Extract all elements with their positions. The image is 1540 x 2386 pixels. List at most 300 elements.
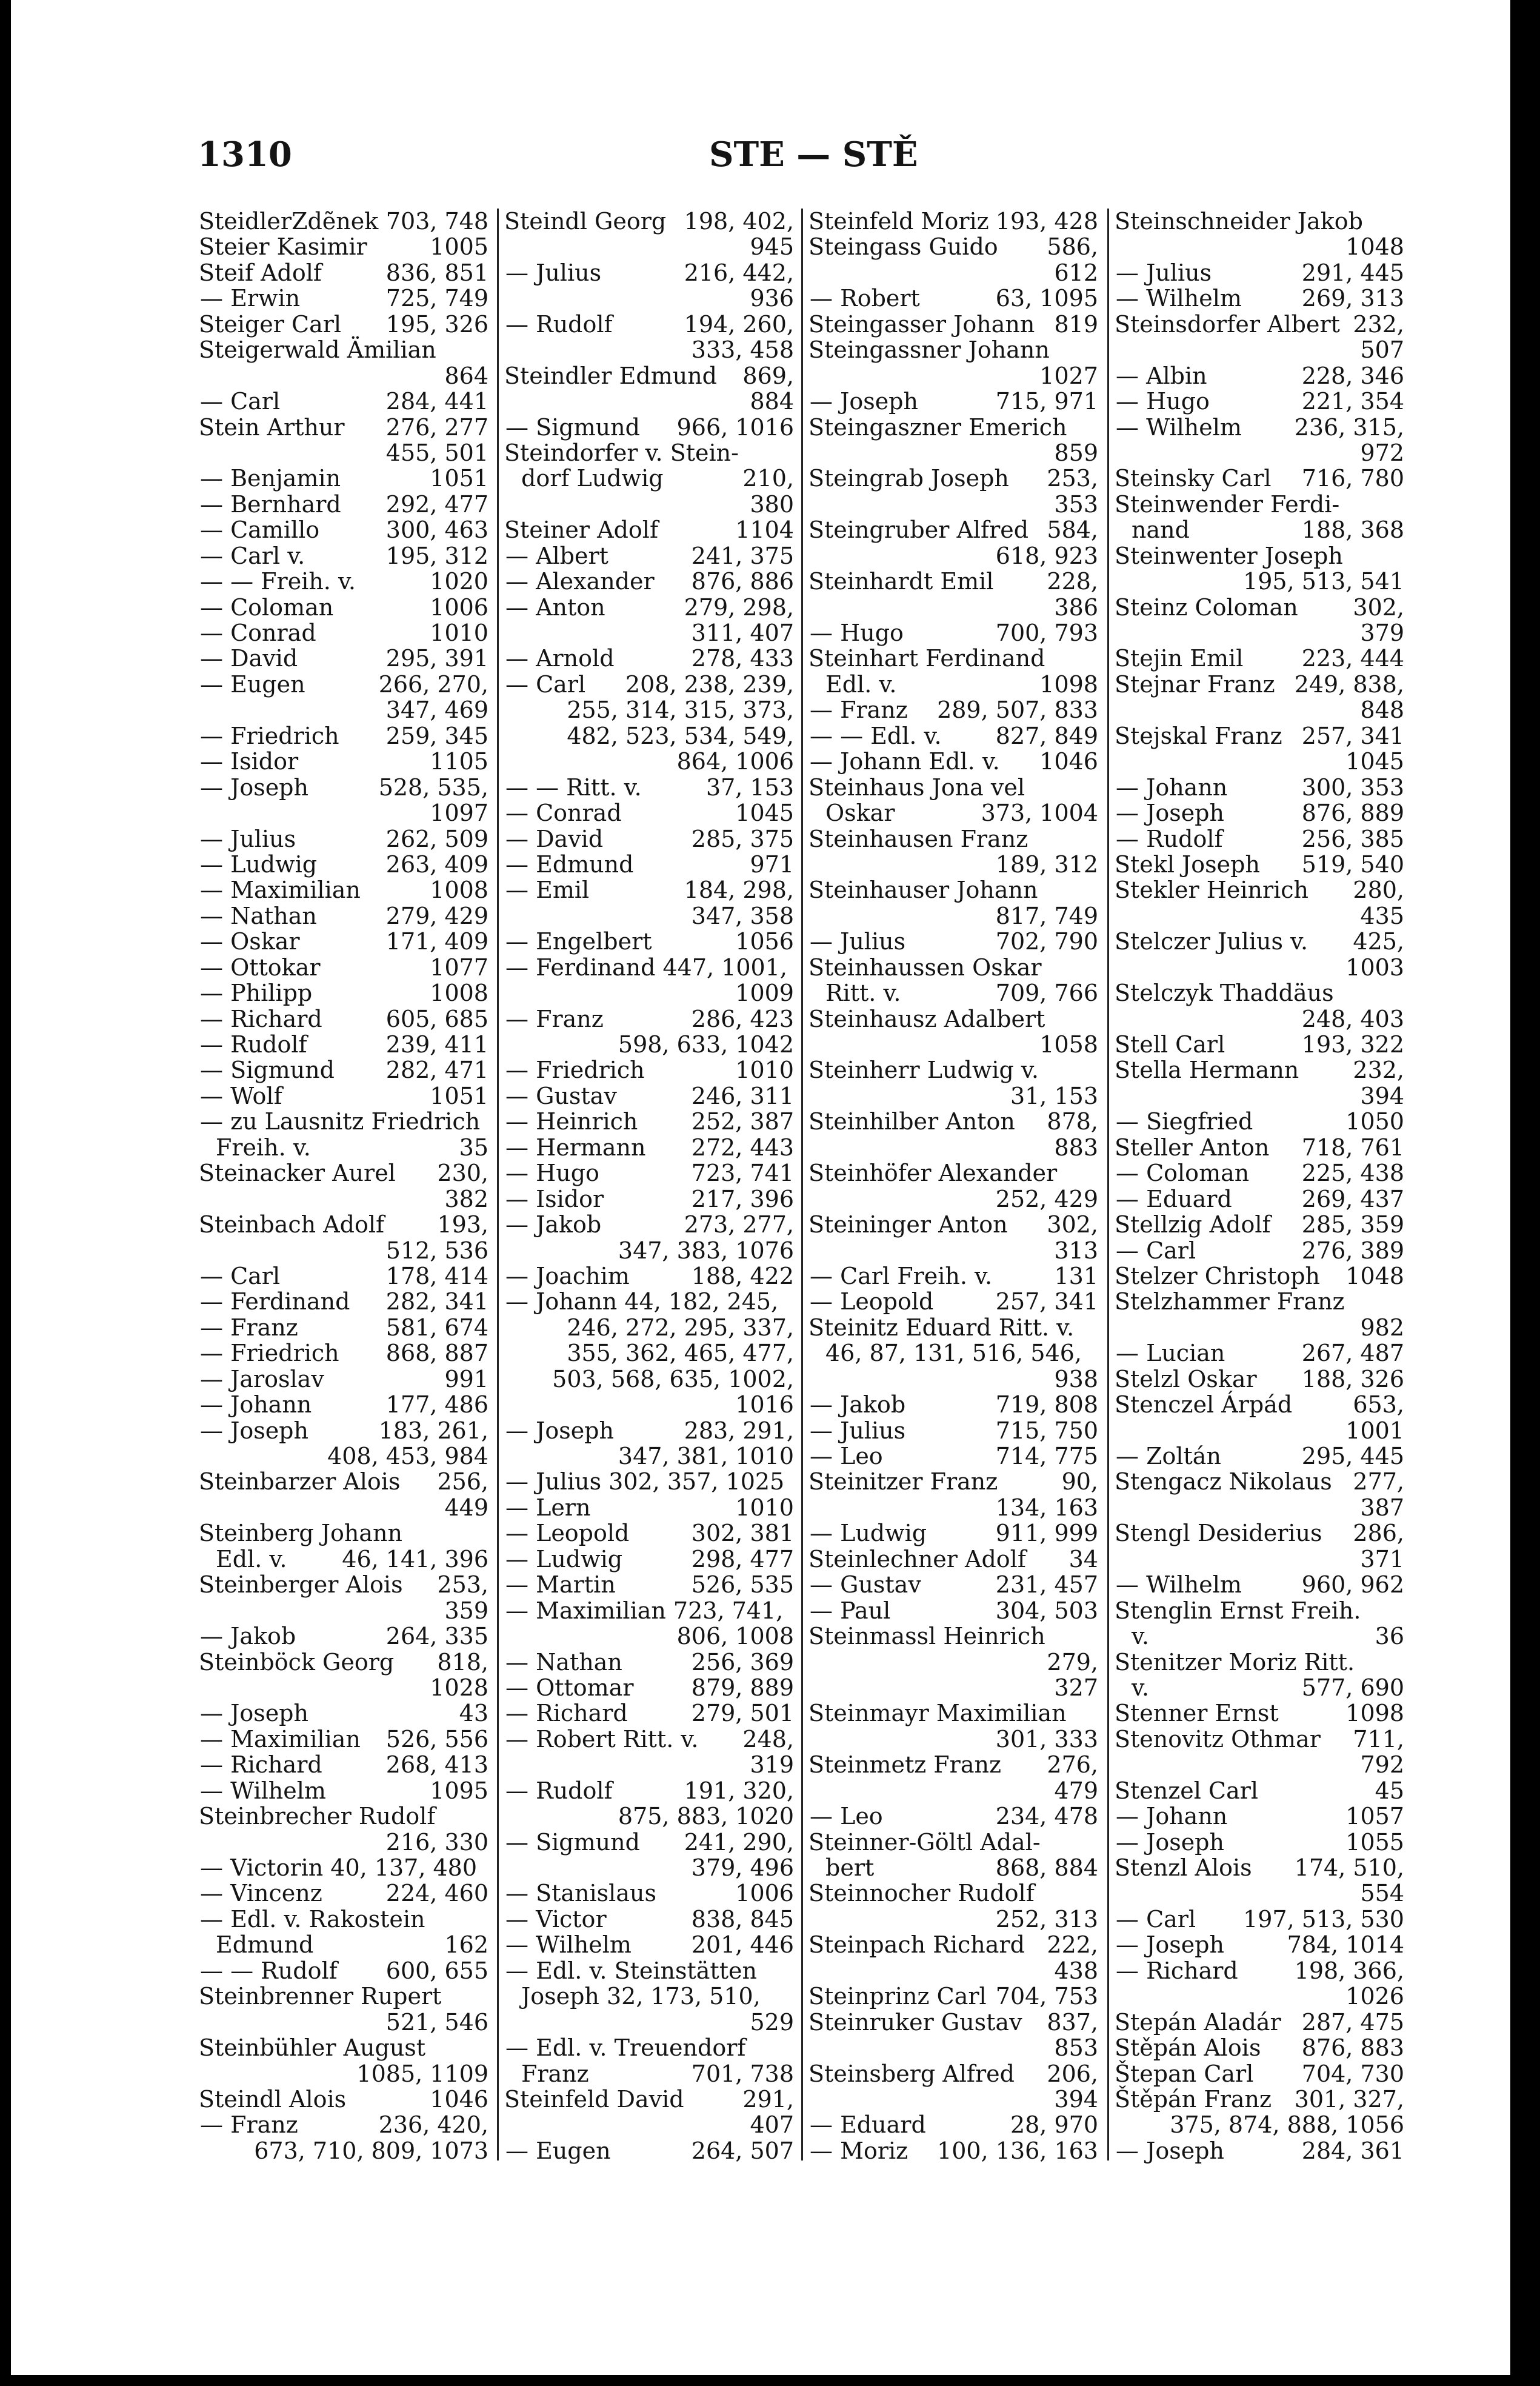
index-entry xyxy=(504,1289,794,1314)
index-entry xyxy=(1115,363,1404,389)
index-entry xyxy=(504,1958,794,1983)
entry-name: — Wilhelm xyxy=(1116,413,1242,441)
entry-page-refs: 586, xyxy=(1047,233,1098,261)
entry-page-refs: 289, 507, 833 xyxy=(937,697,1098,724)
index-entry xyxy=(1115,1958,1404,1983)
index-entry xyxy=(199,1057,488,1083)
index-entry xyxy=(1115,312,1404,337)
index-entry xyxy=(504,1160,794,1186)
entry-page-refs: 1001 xyxy=(1345,1417,1404,1444)
index-entry xyxy=(1115,517,1404,543)
index-entry xyxy=(504,723,794,749)
index-entry xyxy=(1115,2061,1404,2087)
index-entry xyxy=(504,903,794,929)
index-entry xyxy=(1115,1572,1404,1597)
index-entry xyxy=(199,260,488,286)
entry-name: Stellzig Adolf xyxy=(1115,1211,1271,1238)
entry-name: — Rudolf xyxy=(1116,825,1223,852)
entry-name: Steinsdorfer Albert xyxy=(1115,310,1340,338)
entry-page-refs: 577, 690 xyxy=(1301,1674,1404,1701)
entry-page-refs: 228, 346 xyxy=(1301,362,1404,389)
entry-name: Stelczer Julius v. xyxy=(1115,928,1308,955)
index-entry xyxy=(504,1546,794,1572)
index-entry xyxy=(808,440,1098,466)
entry-name: — Erwin xyxy=(200,285,301,312)
index-entry xyxy=(504,1675,794,1700)
entry-name: — Johann xyxy=(200,1391,312,1419)
index-entry xyxy=(504,1083,794,1109)
index-entry xyxy=(199,1752,488,1777)
entry-name: — Richard xyxy=(1116,1957,1238,1984)
index-entry xyxy=(808,1212,1098,1237)
entry-name: Steinfeld David xyxy=(504,2085,684,2113)
index-entry xyxy=(1115,2010,1404,2035)
entry-name: Stejskal Franz xyxy=(1115,722,1282,749)
entry-page-refs: 784, 1014 xyxy=(1287,1931,1404,1959)
entry-page-refs: 554 xyxy=(1360,1880,1404,1907)
entry-name: — Julius xyxy=(810,1417,906,1444)
entry-name: — Eduard xyxy=(1116,1185,1232,1212)
index-entry xyxy=(504,1752,794,1777)
index-entry xyxy=(504,337,794,363)
index-entry xyxy=(808,620,1098,646)
entry-page-refs: 1077 xyxy=(430,954,488,981)
index-entry xyxy=(199,800,488,826)
index-entry xyxy=(1115,209,1404,234)
entry-page-refs: 206, xyxy=(1047,2060,1098,2087)
entry-page-refs: 1016 xyxy=(735,1391,794,1419)
entry-name: — Lucian xyxy=(1116,1340,1225,1367)
index-entry xyxy=(199,1983,488,2009)
index-entry xyxy=(808,1495,1098,1520)
index-entry xyxy=(1115,1340,1404,1366)
page-number: 1310 xyxy=(198,135,292,175)
entry-page-refs: 263, 409 xyxy=(385,850,488,878)
entry-name: — Joseph xyxy=(200,1700,308,1727)
entry-name: — Carl xyxy=(200,1262,281,1289)
entry-name: Steinacker Aurel xyxy=(199,1160,396,1187)
entry-page-refs: 817, 749 xyxy=(995,902,1098,929)
index-entry xyxy=(199,1418,488,1443)
entry-page-refs: 31, 153 xyxy=(1010,1082,1098,1109)
entry-name: — Ferdinand xyxy=(200,1288,350,1315)
entry-page-refs: 90, xyxy=(1061,1468,1098,1495)
entry-page-refs: 231, 457 xyxy=(995,1571,1098,1599)
entry-page-refs: 991 xyxy=(444,1365,488,1392)
entry-page-refs: 188, 368 xyxy=(1301,516,1404,544)
index-entry xyxy=(199,2035,488,2060)
entry-page-refs: 225, 438 xyxy=(1301,1160,1404,1187)
entry-page-refs: 703, 748 xyxy=(385,208,488,235)
index-entry xyxy=(1115,492,1404,517)
index-entry xyxy=(1115,1983,1404,2009)
entry-page-refs: 195, 513, 541 xyxy=(1243,568,1404,595)
entry-page-refs: 1098 xyxy=(1039,670,1098,698)
index-entry xyxy=(808,1546,1098,1572)
index-entry xyxy=(1115,1057,1404,1083)
entry-page-refs: 221, 354 xyxy=(1301,388,1404,415)
index-entry xyxy=(808,1700,1098,1726)
entry-name: — Ludwig xyxy=(505,1545,623,1572)
entry-name: Steindl Alois xyxy=(199,2085,347,2113)
entry-name: Steinhart Ferdinand xyxy=(808,645,1045,672)
entry-page-refs: 100, 136, 163 xyxy=(937,2137,1098,2164)
entry-name: — Franz xyxy=(810,697,908,724)
entry-page-refs: 239, 411 xyxy=(385,1031,488,1058)
entry-name: Stelzl Oskar xyxy=(1115,1365,1257,1392)
entry-name: — Hugo xyxy=(810,620,904,646)
entry-name: — Edl. v. Steinstätten xyxy=(505,1957,757,1984)
entry-name: — Albin xyxy=(1116,362,1207,389)
entry-page-refs: 353 xyxy=(1054,490,1098,518)
entry-page-refs: 267, 487 xyxy=(1301,1340,1404,1367)
entry-name: — Ludwig xyxy=(200,850,318,878)
entry-name: — Stanislaus xyxy=(505,1880,656,1907)
entry-name: — Friedrich xyxy=(200,1340,339,1367)
entry-name: Stelzer Christoph xyxy=(1115,1262,1321,1289)
index-entry xyxy=(808,1958,1098,1983)
index-entry xyxy=(504,877,794,903)
entry-page-refs: 256, 369 xyxy=(691,1648,794,1676)
entry-page-refs: 387 xyxy=(1360,1494,1404,1521)
entry-page-refs: 194, 260, xyxy=(684,310,794,338)
index-entry xyxy=(808,749,1098,774)
index-entry xyxy=(199,1855,488,1880)
index-entry xyxy=(1115,1803,1404,1829)
entry-page-refs: 512, 536 xyxy=(385,1237,488,1264)
entry-name: — Vincenz xyxy=(200,1880,322,1907)
index-entry xyxy=(504,1340,794,1366)
entry-page-refs: 248, xyxy=(742,1725,794,1753)
index-entry xyxy=(808,852,1098,877)
index-entry xyxy=(1115,415,1404,440)
entry-page-refs: 407 xyxy=(750,2111,794,2139)
scan-border-left xyxy=(0,0,11,2386)
entry-page-refs: 704, 730 xyxy=(1301,2060,1404,2087)
index-entry xyxy=(1115,440,1404,466)
entry-page-refs: 223, 444 xyxy=(1301,645,1404,672)
entry-page-refs: 279, 429 xyxy=(385,902,488,929)
index-entry xyxy=(1115,1135,1404,1160)
entry-page-refs: 1008 xyxy=(430,877,488,904)
entry-page-refs: 279, xyxy=(1047,1648,1098,1676)
index-column-3 xyxy=(808,209,1098,2164)
entry-name: Steinner-Göltl Adal- xyxy=(808,1828,1041,1856)
index-entry xyxy=(1115,1366,1404,1392)
entry-page-refs: 1010 xyxy=(735,1057,794,1084)
index-entry xyxy=(504,1418,794,1443)
index-entry xyxy=(504,2010,794,2035)
entry-page-refs: 249, 838, xyxy=(1294,670,1404,698)
entry-name: — Martin xyxy=(505,1571,616,1599)
index-entry xyxy=(199,1675,488,1700)
entry-name: Joseph 32, 173, 510, xyxy=(521,1983,761,2010)
index-entry xyxy=(1115,1289,1404,1314)
entry-page-refs: 285, 375 xyxy=(691,825,794,852)
entry-name: Stepán Aladár xyxy=(1115,2008,1281,2036)
index-entry xyxy=(199,826,488,852)
index-entry xyxy=(1115,1212,1404,1237)
index-entry xyxy=(199,1032,488,1057)
entry-page-refs: 876, 883 xyxy=(1301,2034,1404,2062)
entry-page-refs: 455, 501 xyxy=(385,439,488,466)
entry-name: — Ludwig xyxy=(810,1520,927,1547)
entry-name: — Johann xyxy=(1116,774,1228,801)
index-entry xyxy=(1115,697,1404,723)
entry-page-refs: 252, 429 xyxy=(995,1185,1098,1212)
index-entry xyxy=(199,1546,488,1572)
index-entry xyxy=(504,646,794,671)
entry-name: Stengacz Nikolaus xyxy=(1115,1468,1332,1495)
entry-page-refs: 262, 509 xyxy=(385,825,488,852)
entry-page-refs: 355, 362, 465, 477, xyxy=(567,1340,794,1367)
index-entry xyxy=(504,775,794,800)
index-entry xyxy=(199,1238,488,1263)
index-entry xyxy=(199,877,488,903)
entry-name: Steinherr Ludwig v. xyxy=(808,1057,1039,1084)
entry-page-refs: 1010 xyxy=(430,620,488,646)
entry-name: bert xyxy=(825,1854,875,1881)
index-entry xyxy=(199,312,488,337)
entry-name: — Benjamin xyxy=(200,465,341,492)
index-entry xyxy=(1115,826,1404,852)
entry-page-refs: 1026 xyxy=(1345,1983,1404,2010)
index-entry xyxy=(808,1906,1098,1932)
entry-name: Steinschneider Jakob xyxy=(1115,208,1363,235)
index-entry xyxy=(1115,1238,1404,1263)
index-entry xyxy=(504,1803,794,1829)
entry-page-refs: 714, 775 xyxy=(995,1443,1098,1469)
entry-page-refs: 1058 xyxy=(1039,1031,1098,1058)
index-entry xyxy=(199,723,488,749)
index-entry xyxy=(199,1906,488,1932)
index-entry xyxy=(1115,1469,1404,1494)
entry-name: nand xyxy=(1132,516,1190,544)
index-entry xyxy=(808,1057,1098,1083)
index-entry xyxy=(199,620,488,646)
entry-name: — Arnold xyxy=(505,645,615,672)
index-entry xyxy=(1115,1855,1404,1880)
index-entry xyxy=(1115,1726,1404,1752)
entry-page-refs: 876, 889 xyxy=(1301,800,1404,827)
index-entry xyxy=(199,1109,488,1134)
entry-name: Edl. v. xyxy=(216,1545,287,1572)
index-entry xyxy=(504,363,794,389)
index-entry xyxy=(504,260,794,286)
entry-name: — Joseph xyxy=(1116,1931,1224,1959)
entry-name: Steinmassl Heinrich xyxy=(808,1623,1045,1650)
entry-page-refs: 241, 375 xyxy=(691,542,794,569)
index-entry xyxy=(1115,1752,1404,1777)
index-entry xyxy=(808,1983,1098,2009)
index-entry xyxy=(808,800,1098,826)
index-entry xyxy=(199,1803,488,1829)
index-entry xyxy=(504,389,794,414)
entry-name: — Wolf xyxy=(200,1082,282,1109)
entry-page-refs: 46, 141, 396 xyxy=(342,1545,488,1572)
entry-name: — Johann Edl. v. xyxy=(810,748,1000,775)
entry-name: — Emil xyxy=(505,877,590,904)
entry-name: Steinbrecher Rudolf xyxy=(199,1803,436,1830)
entry-name: Stěpán Alois xyxy=(1115,2034,1261,2062)
entry-name: — Maximilian xyxy=(200,1725,361,1753)
index-entry xyxy=(1115,1160,1404,1186)
index-entry xyxy=(1115,1778,1404,1803)
index-entry xyxy=(1115,1880,1404,1906)
entry-name: — Heinrich xyxy=(505,1108,638,1135)
entry-page-refs: 277, xyxy=(1353,1468,1404,1495)
entry-name: Steinhilber Anton xyxy=(808,1108,1015,1135)
entry-name: — Carl Freih. v. xyxy=(810,1262,993,1289)
entry-page-refs: 134, 163 xyxy=(995,1494,1098,1521)
index-entry xyxy=(808,672,1098,697)
index-entry xyxy=(808,492,1098,517)
entry-name: — Leopold xyxy=(505,1520,630,1547)
index-entry xyxy=(199,2010,488,2035)
entry-name: Steingasser Johann xyxy=(808,310,1035,338)
index-entry xyxy=(808,877,1098,903)
entry-name: — Robert Ritt. v. xyxy=(505,1725,699,1753)
entry-name: — Anton xyxy=(505,593,605,621)
entry-name: — — Edl. v. xyxy=(810,722,942,749)
entry-page-refs: 719, 808 xyxy=(995,1391,1098,1419)
entry-name: Stenglin Ernst Freih. xyxy=(1115,1597,1361,1624)
entry-page-refs: 234, 478 xyxy=(995,1803,1098,1830)
index-entry xyxy=(1115,2087,1404,2112)
entry-page-refs: 1028 xyxy=(430,1674,488,1701)
index-entry xyxy=(504,1649,794,1675)
entry-page-refs: 193, 428 xyxy=(995,208,1098,235)
entry-page-refs: 723, 741 xyxy=(691,1160,794,1187)
entry-page-refs: 1020 xyxy=(430,568,488,595)
entry-name: — Richard xyxy=(200,1751,322,1779)
index-entry xyxy=(199,517,488,543)
entry-page-refs: 37, 153 xyxy=(705,774,794,801)
entry-page-refs: 1006 xyxy=(735,1880,794,1907)
entry-page-refs: 653, xyxy=(1353,1391,1404,1419)
entry-name: — Wilhelm xyxy=(505,1931,632,1959)
entry-page-refs: 201, 446 xyxy=(691,1931,794,1959)
entry-name: — Victor xyxy=(505,1905,607,1933)
index-entry xyxy=(199,1649,488,1675)
index-entry xyxy=(504,826,794,852)
index-entry xyxy=(504,929,794,954)
index-entry xyxy=(1115,1186,1404,1212)
index-entry xyxy=(1115,800,1404,826)
entry-name: Steinbach Adolf xyxy=(199,1211,385,1238)
index-entry xyxy=(199,1726,488,1752)
index-entry xyxy=(504,1495,794,1520)
index-entry xyxy=(199,852,488,877)
entry-name: Steindler Edmund xyxy=(504,362,717,389)
entry-name: — Leo xyxy=(810,1443,883,1469)
entry-page-refs: 879, 889 xyxy=(691,1674,794,1701)
index-entry xyxy=(199,775,488,800)
index-entry xyxy=(504,1212,794,1237)
entry-page-refs: 945 xyxy=(750,233,794,261)
entry-name: Steindorfer v. Stein- xyxy=(504,439,739,466)
entry-page-refs: 300, 463 xyxy=(385,516,488,544)
entry-page-refs: 438 xyxy=(1054,1957,1098,1984)
index-entry xyxy=(1115,1649,1404,1675)
index-entry xyxy=(504,1263,794,1289)
column-rule xyxy=(1107,209,1109,2160)
index-entry xyxy=(1115,877,1404,903)
entry-name: Steinitz Eduard Ritt. v. xyxy=(808,1314,1075,1341)
entry-name: — Julius xyxy=(810,928,906,955)
entry-page-refs: 673, 710, 809, 1073 xyxy=(254,2137,488,2164)
entry-page-refs: 883 xyxy=(1054,1134,1098,1161)
index-entry xyxy=(199,1623,488,1649)
entry-name: — Joseph xyxy=(1116,2137,1224,2164)
index-entry xyxy=(1115,260,1404,286)
index-entry xyxy=(199,415,488,440)
index-entry xyxy=(808,1238,1098,1263)
entry-page-refs: 605, 685 xyxy=(385,1005,488,1032)
entry-name: — Albert xyxy=(505,542,608,569)
index-entry xyxy=(1115,852,1404,877)
entry-page-refs: 837, xyxy=(1047,2008,1098,2036)
index-entry xyxy=(504,492,794,517)
index-entry xyxy=(1115,595,1404,620)
entry-page-refs: 301, 333 xyxy=(995,1725,1098,1753)
index-entry xyxy=(1115,234,1404,259)
entry-name: Stenitzer Moriz Ritt. xyxy=(1115,1648,1355,1676)
entry-name: — Franz xyxy=(200,1314,298,1341)
index-entry xyxy=(504,2087,794,2112)
entry-page-refs: 246, 311 xyxy=(691,1082,794,1109)
entry-name: — David xyxy=(505,825,604,852)
entry-page-refs: 1006 xyxy=(430,593,488,621)
entry-page-refs: 600, 655 xyxy=(385,1957,488,1984)
entry-page-refs: 966, 1016 xyxy=(676,413,794,441)
entry-name: Steinböck Georg xyxy=(199,1648,395,1676)
entry-page-refs: 1057 xyxy=(1345,1803,1404,1830)
entry-page-refs: 1085, 1109 xyxy=(356,2060,488,2087)
entry-name: — Franz xyxy=(200,2111,298,2139)
index-entry xyxy=(504,1932,794,1957)
entry-name: dorf Ludwig xyxy=(521,465,664,492)
index-entry xyxy=(808,2087,1098,2112)
entry-name: — Edmund xyxy=(505,850,634,878)
entry-page-refs: 938 xyxy=(1054,1365,1098,1392)
entry-page-refs: 285, 359 xyxy=(1301,1211,1404,1238)
entry-page-refs: 327 xyxy=(1054,1674,1098,1701)
index-entry xyxy=(808,775,1098,800)
index-entry xyxy=(1115,1109,1404,1134)
entry-page-refs: 1104 xyxy=(735,516,794,544)
index-entry xyxy=(1115,569,1404,594)
entry-page-refs: 347, 469 xyxy=(385,697,488,724)
entry-page-refs: 188, 422 xyxy=(691,1262,794,1289)
entry-page-refs: 269, 313 xyxy=(1301,285,1404,312)
entry-name: Steingaszner Emerich xyxy=(808,413,1067,441)
index-entry xyxy=(504,2035,794,2060)
entry-page-refs: 818, xyxy=(437,1648,488,1676)
index-entry xyxy=(808,1135,1098,1160)
entry-page-refs: 291, xyxy=(742,2085,794,2113)
entry-page-refs: 598, 633, 1042 xyxy=(618,1031,794,1058)
entry-page-refs: 375, 874, 888, 1056 xyxy=(1170,2111,1404,2139)
index-entry xyxy=(808,1675,1098,1700)
entry-page-refs: 292, 477 xyxy=(385,490,488,518)
entry-page-refs: 526, 556 xyxy=(385,1725,488,1753)
index-entry xyxy=(504,1469,794,1494)
index-entry xyxy=(808,697,1098,723)
index-entry xyxy=(504,1623,794,1649)
entry-name: — Julius xyxy=(505,259,602,286)
entry-name: Steigerwald Ämilian xyxy=(199,336,436,364)
